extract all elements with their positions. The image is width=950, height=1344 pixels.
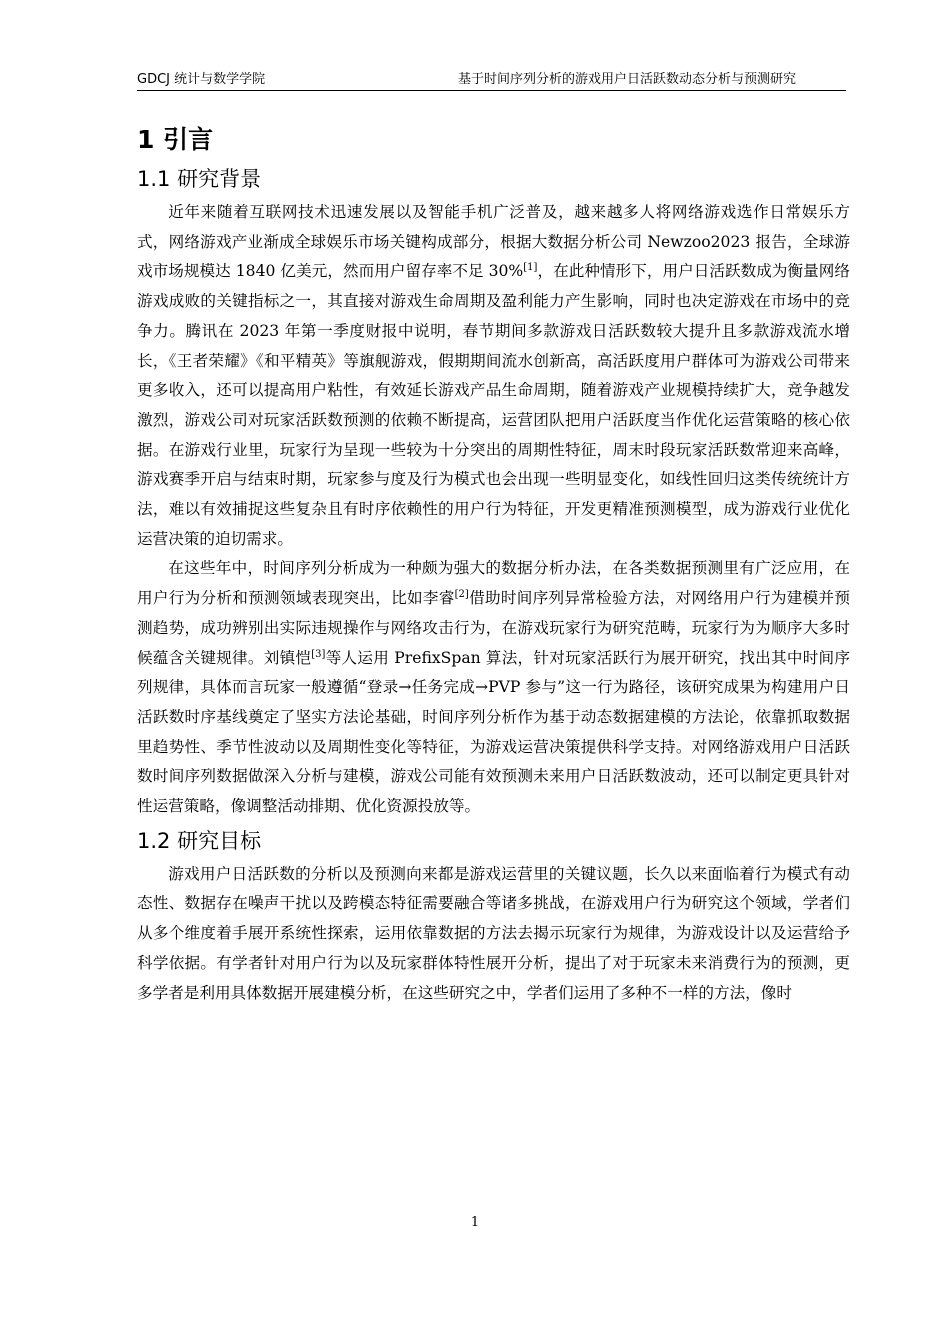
header-institution: GDCJ 统计与数学学院 (137, 72, 266, 87)
page-header (137, 68, 846, 91)
objectives-paragraph-1: 游戏用户日活跃数的分析以及预测向来都是游戏运营里的关键议题，长久以来面临着行为模式有动态性、数据存在噪声干扰以及跨模态特征需要融合等诸多挑战，在游戏用户行为研究这个领域，学者们从多个维度着手展开系统性探索，运用依靠数据的方法去揭示玩家行为规律，为游戏设计以及运营给予科学依据。有学者针对用户行为以及玩家群体特性展开分析，提出了对于玩家未来消费行为的预测，更多学者是利用具体数据开展建模分析，在这些研究之中，学者们运用了多种不一样的方法，像时 (137, 864, 850, 1002)
paragraph-text: 在这些年中，时间序列分析成为一种颇为强大的数据分析办法，在各类数据预测里有广泛应用，在用户行为分析和预测领域表现突出，比如李睿 (137, 559, 850, 608)
citation-3: [3] (311, 648, 326, 660)
paragraph-text: 等人运用 PrefixSpan 算法，针对玩家活跃行为展开研究，找出其中时间序列规律，具体而言玩家一般遵循“登录→任务完成→PVP 参与”这一行为路径，该研究成果为构建用户日活跃数时序基线奠定了坚实方法论基础，时间序列分析作为基于动态数据建模的方法论，依靠抓取数据里趋势性、季节性波动以及周期性变化等特征，为游戏运营决策提供科学支持。对网络游戏用户日活跃数时间序列数据做深入分析与建模，游戏公司能有效预测未来用户日活跃数波动，还可以制定更具针对性运营策略，像调整活动排期、优化资源投放等。 (137, 648, 850, 816)
citation-2: [2] (454, 589, 469, 601)
paragraph-text: 近年来随着互联网技术迅速发展以及智能手机广泛普及，越来越多人将网络游戏选作日常娱乐方式，网络游戏产业渐成全球娱乐市场关键构成部分，根据大数据分析公司 Newzoo2023 报告，全球游戏市场规模达 1840 亿美元，然而用户留存率不足 30% (137, 203, 850, 281)
header-paper-title: 基于时间序列分析的游戏用户日活跃数动态分析与预测研究 (457, 72, 796, 87)
paragraph-text: 借助时间序列异常检验方法，对网络用户行为建模并预测趋势，成功辨别出实际违规操作与网络攻击行为，在游戏玩家行为研究范畴，玩家行为为顺序大多时候蕴含关键规律。刘镇恺 (137, 589, 850, 667)
paragraph-text: ，在此种情形下，用户日活跃数成为衡量网络游戏成败的关键指标之一，其直接对游戏生命周期及盈利能力产生影响，同时也决定游戏在市场中的竞争力。腾讯在 2023 年第一季度财报中说明，春节期间多款游戏日活跃数较大提升且多款游戏流水增长，《王者荣耀》《和平精英》等旗舰游戏，假期期间流水创新高，高活跃度用户群体可为游戏公司带来更多收入，还可以提高用户粘性，有效延长游戏产品生命周期，随着游戏产业规模持续扩大，竞争越发激烈，游戏公司对玩家活跃数预测的依赖不断提高，运营团队把用户活跃度当作优化运营策略的核心依据。在游戏行业里，玩家行为呈现一些较为十分突出的周期性特征，周末时段玩家活跃数常迎来高峰，游戏赛季开启与结束时期，玩家参与度及行为模式也会出现一些明显变化，如线性回归这类传统统计方法，难以有效捕捉这些复杂且有时序依赖性的用户行为特征，开发更精准预测模型，成为游戏行业优化运营决策的迫切需求。 (137, 262, 850, 548)
page-number: 1 (470, 1215, 480, 1230)
background-paragraph-1 (137, 198, 850, 554)
citation-1: [1] (523, 262, 538, 274)
page-body (137, 120, 850, 1008)
background-paragraph-2 (137, 554, 850, 821)
section-1-1-heading: 1.1 研究背景 (137, 167, 262, 191)
section-1-heading: 1 引言 (137, 125, 214, 154)
section-1-2-heading: 1.2 研究目标 (137, 828, 262, 853)
